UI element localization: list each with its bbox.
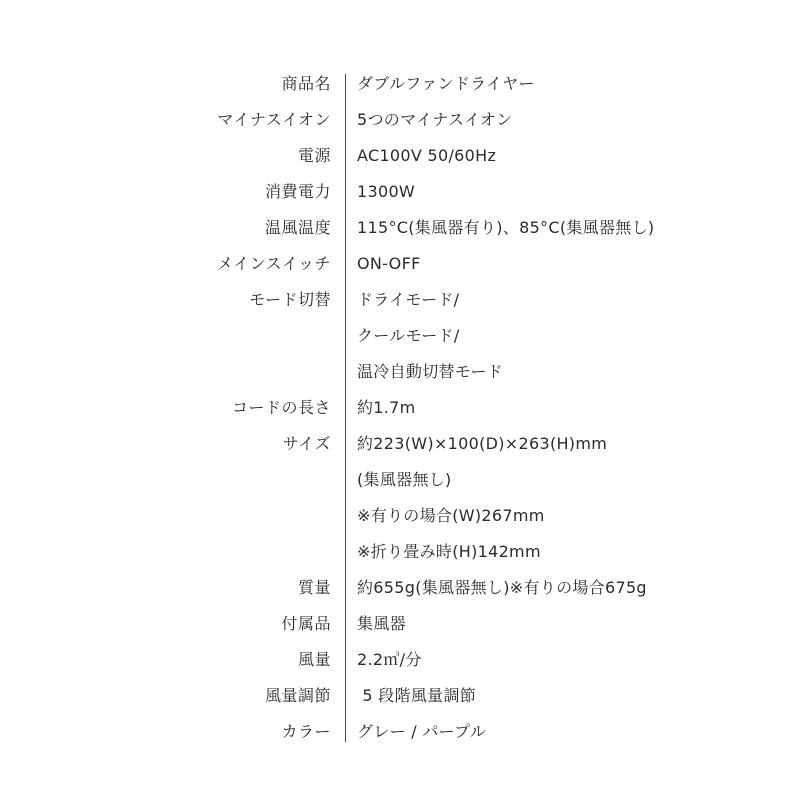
spec-values: [357, 714, 787, 750]
spec-value: ※有りの場合(W)267mm: [357, 506, 545, 525]
spec-label: サイズ: [282, 434, 331, 453]
spec-values: [357, 426, 787, 570]
spec-values: [357, 174, 787, 210]
spec-label: 付属品: [281, 614, 331, 633]
spec-values: [357, 246, 787, 282]
spec-value: 2.2㎥/分: [357, 650, 422, 669]
spec-row-airflow: [0, 642, 800, 678]
spec-value: ※折り畳み時(H)142mm: [357, 542, 541, 561]
spec-value: 約223(W)×100(D)×263(H)mm: [357, 434, 608, 453]
spec-values: [357, 642, 787, 678]
spec-values: [357, 102, 787, 138]
spec-value: クールモード/: [357, 326, 460, 345]
spec-value: 1300W: [357, 182, 416, 201]
spec-value: 約655g(集風器無し)※有りの場合675g: [357, 578, 647, 597]
spec-label: モード切替: [249, 290, 331, 309]
spec-row-power-source: [0, 138, 800, 174]
spec-values: [357, 138, 787, 174]
spec-row-main-switch: [0, 246, 800, 282]
spec-values: [357, 678, 787, 714]
spec-label: コードの長さ: [231, 398, 331, 417]
spec-label: 温風温度: [264, 218, 331, 237]
spec-value: ダブルファンドライヤー: [357, 74, 535, 93]
spec-label: 質量: [297, 578, 331, 597]
spec-value: (集風器無し): [357, 470, 452, 489]
spec-values: [357, 66, 787, 102]
spec-row-negative-ion: [0, 102, 800, 138]
spec-label: 風量: [297, 650, 331, 669]
spec-values: [357, 606, 787, 642]
spec-value: ドライモード/: [357, 290, 460, 309]
spec-row-cord-length: [0, 390, 800, 426]
spec-label: 電源: [297, 146, 331, 165]
spec-label: 消費電力: [264, 182, 331, 201]
spec-value: 約1.7m: [357, 398, 416, 417]
spec-row-accessories: [0, 606, 800, 642]
spec-label: マイナスイオン: [217, 110, 331, 129]
spec-row-color: [0, 714, 800, 750]
spec-row-size: [0, 426, 800, 570]
spec-value: 5つのマイナスイオン: [357, 110, 513, 129]
spec-label: 風量調節: [264, 686, 331, 705]
spec-row-product-name: [0, 66, 800, 102]
spec-value: 115°C(集風器有り)、85°C(集風器無し): [357, 218, 655, 237]
spec-row-mode-switch: [0, 282, 800, 390]
spec-label: メインスイッチ: [216, 254, 331, 273]
spec-sheet: [0, 66, 800, 750]
spec-value: 温冷自動切替モード: [357, 362, 504, 381]
spec-label: 商品名: [281, 74, 331, 93]
spec-values: [357, 570, 787, 606]
spec-values: [357, 282, 787, 390]
spec-value: AC100V 50/60Hz: [357, 146, 497, 165]
spec-label: カラー: [281, 722, 331, 741]
spec-value: グレー / パープル: [357, 722, 487, 741]
spec-value: 5 段階風量調節: [357, 686, 477, 705]
spec-row-power-consumption: [0, 174, 800, 210]
column-divider: [345, 74, 346, 742]
spec-row-hot-air-temperature: [0, 210, 800, 246]
spec-row-airflow-adjustment: [0, 678, 800, 714]
spec-value: 集風器: [357, 614, 406, 633]
spec-values: [357, 390, 787, 426]
spec-value: ON-OFF: [357, 254, 421, 273]
spec-values: [357, 210, 787, 246]
spec-row-weight: [0, 570, 800, 606]
